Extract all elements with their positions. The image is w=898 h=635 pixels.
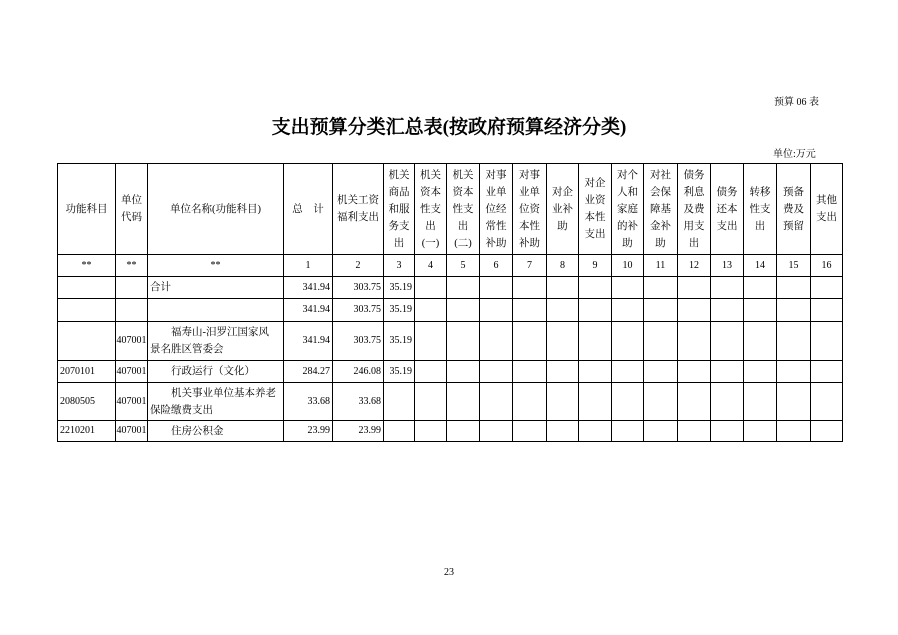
cell-household-subsidy: [612, 277, 644, 299]
cell-reserve-fund: [777, 421, 811, 442]
cell-other-expenditure: [811, 277, 843, 299]
header-household-subsidy: 对个 人和 家庭 的补 助: [612, 164, 644, 255]
cell-institution-capital-subsidy: [513, 322, 547, 361]
cell-capital-expenditure-1: [415, 322, 447, 361]
cell-function-code: [58, 277, 116, 299]
header-goods-services: 机关 商品 和服 务支 出: [384, 164, 415, 255]
header-function-code: 功能科目: [58, 164, 116, 255]
index-unit-name: **: [148, 255, 284, 277]
cell-function-code: 2210201: [58, 421, 116, 442]
cell-debt-principal-repayment: [711, 383, 744, 421]
cell-enterprise-capital-expenditure: [579, 383, 612, 421]
cell-wages-welfare: 23.99: [333, 421, 384, 442]
table-row-total: [58, 277, 843, 299]
cell-transfer-expenditure: [744, 322, 777, 361]
cell-function-code: 2080505: [58, 383, 116, 421]
cell-debt-interest-expense: [678, 421, 711, 442]
cell-institution-regular-subsidy: [480, 421, 513, 442]
cell-enterprise-subsidy: [547, 322, 579, 361]
header-unit-code: 单位 代码: [116, 164, 148, 255]
index-row: [58, 255, 843, 277]
index-capital-expenditure-2: 5: [447, 255, 480, 277]
cell-capital-expenditure-2: [447, 361, 480, 383]
index-goods-services: 3: [384, 255, 415, 277]
cell-debt-principal-repayment: [711, 322, 744, 361]
cell-wages-welfare: 303.75: [333, 277, 384, 299]
cell-wages-welfare: 303.75: [333, 299, 384, 322]
cell-debt-interest-expense: [678, 322, 711, 361]
cell-total: 284.27: [284, 361, 333, 383]
cell-debt-interest-expense: [678, 299, 711, 322]
header-institution-capital-subsidy: 对事 业单 位资 本性 补助: [513, 164, 547, 255]
header-debt-principal-repayment: 债务 还本 支出: [711, 164, 744, 255]
cell-household-subsidy: [612, 322, 644, 361]
cell-enterprise-capital-expenditure: [579, 361, 612, 383]
cell-debt-interest-expense: [678, 277, 711, 299]
cell-unit-code: 407001: [116, 361, 148, 383]
header-capital-expenditure-1: 机关 资本 性支 出 (一): [415, 164, 447, 255]
cell-unit-name: [148, 361, 284, 383]
index-wages-welfare: 2: [333, 255, 384, 277]
cell-social-security-fund-subsidy: [644, 322, 678, 361]
cell-capital-expenditure-2: [447, 322, 480, 361]
cell-unit-code: [116, 277, 148, 299]
index-transfer-expenditure: 14: [744, 255, 777, 277]
cell-wages-welfare: 33.68: [333, 383, 384, 421]
cell-unit-name: [148, 421, 284, 442]
cell-unit-name: [148, 383, 284, 421]
cell-unit-name: [148, 322, 284, 361]
cell-institution-regular-subsidy: [480, 322, 513, 361]
cell-total: 23.99: [284, 421, 333, 442]
header-row: [58, 164, 843, 255]
cell-transfer-expenditure: [744, 361, 777, 383]
cell-function-code: [58, 322, 116, 361]
unit-name-text: 机关事业单位基本养老保险缴费支出: [150, 387, 276, 416]
index-unit-code: **: [116, 255, 148, 277]
cell-unit-name: [148, 299, 284, 322]
cell-social-security-fund-subsidy: [644, 421, 678, 442]
unit-name-text: 行政运行（文化）: [171, 366, 255, 377]
index-capital-expenditure-1: 4: [415, 255, 447, 277]
cell-institution-regular-subsidy: [480, 277, 513, 299]
cell-transfer-expenditure: [744, 421, 777, 442]
cell-enterprise-subsidy: [547, 299, 579, 322]
index-reserve-fund: 15: [777, 255, 811, 277]
cell-total: 341.94: [284, 322, 333, 361]
cell-capital-expenditure-1: [415, 277, 447, 299]
index-institution-regular-subsidy: 6: [480, 255, 513, 277]
cell-unit-name: [148, 277, 284, 299]
cell-debt-interest-expense: [678, 361, 711, 383]
cell-capital-expenditure-1: [415, 421, 447, 442]
cell-reserve-fund: [777, 361, 811, 383]
cell-total: 33.68: [284, 383, 333, 421]
header-other-expenditure: 其他 支出: [811, 164, 843, 255]
cell-goods-services: 35.19: [384, 277, 415, 299]
cell-institution-regular-subsidy: [480, 383, 513, 421]
index-enterprise-subsidy: 8: [547, 255, 579, 277]
cell-household-subsidy: [612, 383, 644, 421]
cell-reserve-fund: [777, 299, 811, 322]
cell-capital-expenditure-2: [447, 277, 480, 299]
index-household-subsidy: 10: [612, 255, 644, 277]
cell-household-subsidy: [612, 361, 644, 383]
header-capital-expenditure-2: 机关 资本 性支 出 (二): [447, 164, 480, 255]
cell-other-expenditure: [811, 322, 843, 361]
cell-function-code: [58, 299, 116, 322]
cell-capital-expenditure-1: [415, 299, 447, 322]
cell-wages-welfare: 303.75: [333, 322, 384, 361]
index-function-code: **: [58, 255, 116, 277]
cell-goods-services: 35.19: [384, 299, 415, 322]
cell-goods-services: 35.19: [384, 322, 415, 361]
cell-other-expenditure: [811, 299, 843, 322]
cell-unit-code: 407001: [116, 421, 148, 442]
header-reserve-fund: 预备 费及 预留: [777, 164, 811, 255]
index-total: 1: [284, 255, 333, 277]
cell-debt-principal-repayment: [711, 421, 744, 442]
cell-enterprise-capital-expenditure: [579, 299, 612, 322]
cell-unit-code: 407001: [116, 322, 148, 361]
cell-goods-services: 35.19: [384, 361, 415, 383]
cell-institution-capital-subsidy: [513, 277, 547, 299]
cell-enterprise-subsidy: [547, 383, 579, 421]
index-enterprise-capital-expenditure: 9: [579, 255, 612, 277]
index-social-security-fund-subsidy: 11: [644, 255, 678, 277]
table-row: [58, 421, 843, 442]
cell-social-security-fund-subsidy: [644, 299, 678, 322]
cell-household-subsidy: [612, 299, 644, 322]
unit-label: 单位:万元: [773, 149, 816, 160]
cell-transfer-expenditure: [744, 277, 777, 299]
cell-enterprise-subsidy: [547, 361, 579, 383]
unit-name-text: 合计: [150, 282, 171, 293]
form-label: 预算 06 表: [774, 97, 819, 108]
cell-capital-expenditure-2: [447, 421, 480, 442]
page-title: 支出预算分类汇总表(按政府预算经济分类): [271, 117, 627, 138]
cell-enterprise-subsidy: [547, 277, 579, 299]
cell-institution-capital-subsidy: [513, 361, 547, 383]
cell-transfer-expenditure: [744, 299, 777, 322]
index-institution-capital-subsidy: 7: [513, 255, 547, 277]
header-debt-interest-expense: 债务 利息 及费 用支 出: [678, 164, 711, 255]
header-unit-name: 单位名称(功能科目): [148, 164, 284, 255]
unit-name-text: 福寿山-汨罗江国家风景名胜区管委会: [150, 327, 269, 355]
cell-enterprise-capital-expenditure: [579, 277, 612, 299]
cell-institution-regular-subsidy: [480, 361, 513, 383]
cell-institution-regular-subsidy: [480, 299, 513, 322]
cell-other-expenditure: [811, 383, 843, 421]
cell-reserve-fund: [777, 322, 811, 361]
cell-enterprise-capital-expenditure: [579, 322, 612, 361]
index-debt-interest-expense: 12: [678, 255, 711, 277]
index-debt-principal-repayment: 13: [711, 255, 744, 277]
header-social-security-fund-subsidy: 对社 会保 障基 金补 助: [644, 164, 678, 255]
page-number: 23: [444, 567, 454, 578]
cell-household-subsidy: [612, 421, 644, 442]
index-other-expenditure: 16: [811, 255, 843, 277]
table-row: [58, 361, 843, 383]
table-row: [58, 299, 843, 322]
cell-unit-code: [116, 299, 148, 322]
cell-unit-code: 407001: [116, 383, 148, 421]
cell-capital-expenditure-2: [447, 299, 480, 322]
cell-institution-capital-subsidy: [513, 383, 547, 421]
table-row: [58, 322, 843, 361]
cell-enterprise-capital-expenditure: [579, 421, 612, 442]
cell-social-security-fund-subsidy: [644, 383, 678, 421]
budget-table: [57, 163, 843, 442]
cell-institution-capital-subsidy: [513, 299, 547, 322]
header-wages-welfare: 机关工资 福利支出: [333, 164, 384, 255]
cell-other-expenditure: [811, 361, 843, 383]
cell-institution-capital-subsidy: [513, 421, 547, 442]
cell-debt-principal-repayment: [711, 361, 744, 383]
cell-capital-expenditure-2: [447, 383, 480, 421]
cell-reserve-fund: [777, 277, 811, 299]
unit-name-text: 住房公积金: [171, 425, 224, 437]
cell-enterprise-subsidy: [547, 421, 579, 442]
cell-social-security-fund-subsidy: [644, 361, 678, 383]
cell-total: 341.94: [284, 277, 333, 299]
cell-goods-services: [384, 421, 415, 442]
header-total: 总 计: [284, 164, 333, 255]
cell-debt-interest-expense: [678, 383, 711, 421]
header-enterprise-capital-expenditure: 对企 业资 本性 支出: [579, 164, 612, 255]
cell-debt-principal-repayment: [711, 277, 744, 299]
header-institution-regular-subsidy: 对事 业单 位经 常性 补助: [480, 164, 513, 255]
header-enterprise-subsidy: 对企 业补 助: [547, 164, 579, 255]
cell-total: 341.94: [284, 299, 333, 322]
header-transfer-expenditure: 转移 性支 出: [744, 164, 777, 255]
table-row: [58, 383, 843, 421]
cell-capital-expenditure-1: [415, 383, 447, 421]
cell-debt-principal-repayment: [711, 299, 744, 322]
cell-wages-welfare: 246.08: [333, 361, 384, 383]
cell-reserve-fund: [777, 383, 811, 421]
cell-social-security-fund-subsidy: [644, 277, 678, 299]
cell-other-expenditure: [811, 421, 843, 442]
cell-goods-services: [384, 383, 415, 421]
cell-function-code: 2070101: [58, 361, 116, 383]
cell-transfer-expenditure: [744, 383, 777, 421]
cell-capital-expenditure-1: [415, 361, 447, 383]
